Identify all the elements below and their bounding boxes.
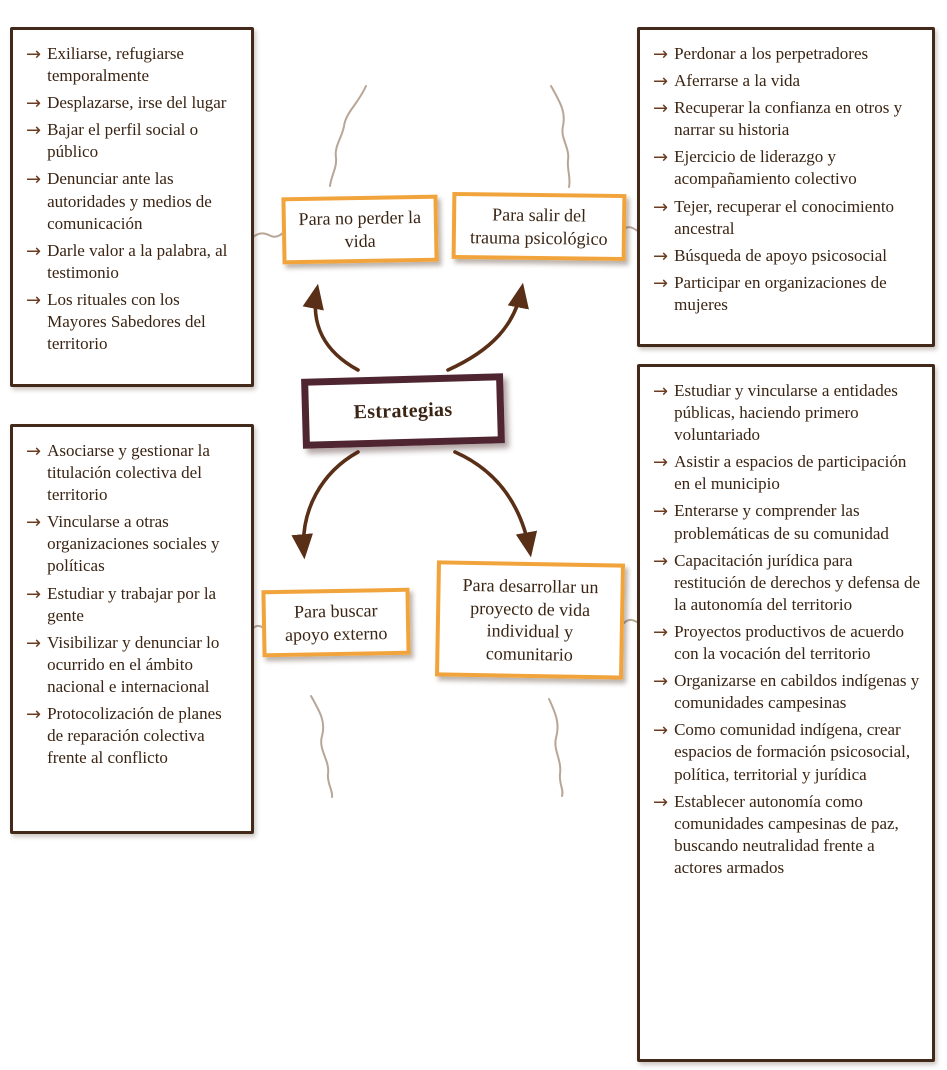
right-arrow-icon: →	[653, 272, 669, 294]
list-item	[26, 440, 241, 506]
branch-label-para-buscar-apoyo-externo	[261, 588, 410, 658]
list-item	[653, 451, 922, 495]
list-item-text: Ejercicio de liderazgo y acompañamiento colectivo	[674, 147, 857, 189]
list-item	[653, 146, 922, 190]
list-item	[653, 500, 922, 544]
list-item	[653, 670, 922, 714]
list-box-para-no-perder-la-vida	[10, 27, 254, 387]
list-box-para-buscar-apoyo-externo	[10, 424, 254, 834]
arrow-center-to-bottom-left	[304, 452, 358, 554]
right-arrow-icon: →	[26, 441, 42, 462]
list-item	[26, 43, 241, 87]
arrow-center-to-top-left	[315, 289, 358, 370]
list-item-text: Vincularse a otras organizaciones sociales y políticas	[47, 512, 220, 576]
list-box-para-desarrollar-proyecto	[637, 364, 935, 1062]
list-item	[26, 703, 241, 769]
right-arrow-icon: →	[653, 245, 669, 267]
list-item-text: Proyectos productivos de acuerdo con la vocación del territorio	[674, 621, 905, 664]
squiggle-bottom-right-vertical	[549, 699, 562, 796]
list-item-text: Desplazarse, irse del lugar	[47, 93, 227, 113]
list-item-text: Recuperar la confianza en otros y narrar su historia	[674, 98, 903, 140]
list-item	[653, 196, 922, 240]
list-item	[653, 380, 922, 446]
right-arrow-icon: →	[26, 512, 42, 534]
right-arrow-icon: →	[653, 452, 669, 474]
list-item-text: Denunciar ante las autoridades y medios de comunicación	[47, 169, 212, 233]
right-arrow-icon: →	[26, 632, 42, 654]
list-item	[653, 272, 922, 316]
list-item-text: Los rituales con los Mayores Sabedores del territorio	[47, 289, 206, 354]
list-box-para-salir-del-trauma	[637, 27, 935, 347]
list-item-text: Estudiar y vincularse a entidades públicas, haciendo primero voluntariado	[674, 381, 898, 445]
list-item-text: Protocolización de planes de reparación colectiva frente al conflicto	[47, 704, 222, 768]
branch-label-text: Para no perder la vida	[298, 206, 422, 251]
list-item	[26, 632, 241, 698]
right-arrow-icon: →	[653, 381, 669, 402]
list-item	[653, 43, 922, 65]
squiggle-bottom-left-vertical	[311, 696, 332, 797]
right-arrow-icon: →	[653, 720, 669, 742]
list-item-text: Aferrarse a la vida	[674, 71, 801, 91]
list-item-text: Organizarse en cabildos indígenas y comunidades campesinas	[674, 671, 920, 713]
list-item-text: Enterarse y comprender las problemáticas de su comunidad	[674, 501, 889, 543]
branch-label-para-desarrollar-proyecto	[435, 560, 625, 679]
list-item	[653, 719, 922, 785]
list-item	[653, 70, 922, 92]
right-arrow-icon: →	[653, 44, 669, 65]
list-item	[653, 245, 922, 267]
list-item	[653, 97, 922, 141]
right-arrow-icon: →	[26, 240, 42, 262]
arrow-center-to-bottom-right	[455, 452, 530, 552]
list-item	[653, 550, 922, 616]
list-item	[26, 119, 241, 163]
squiggle-top-right-vertical	[551, 86, 570, 187]
branch-label-text: Para desarrollar un proyecto de vida individual y comunitario	[462, 574, 599, 665]
list-item	[26, 289, 241, 355]
right-arrow-icon: →	[653, 147, 669, 169]
list-item-text: Exiliarse, refugiarse temporalmente	[47, 44, 184, 86]
list-item	[26, 168, 241, 234]
list-item-text: Visibilizar y denunciar lo ocurrido en el ámbito nacional e internacional	[47, 632, 220, 696]
branch-label-para-no-perder-la-vida	[281, 195, 438, 265]
list-item-text: Tejer, recuperar el conocimiento ancestral	[674, 196, 895, 238]
list-item-text: Establecer autonomía como comunidades campesinas de paz, buscando neutralidad frente a actores armados	[674, 791, 899, 877]
list-item-text: Darle valor a la palabra, al testimonio	[47, 240, 228, 282]
list-item-text: Capacitación jurídica para restitución de derechos y defensa de la autonomía del territorio	[674, 550, 921, 614]
list-item	[653, 791, 922, 879]
right-arrow-icon: →	[26, 93, 42, 115]
list-item-text: Participar en organizaciones de mujeres	[674, 272, 887, 314]
list-item-text: Búsqueda de apoyo psicosocial	[674, 245, 888, 265]
branch-label-text: Para buscar apoyo externo	[284, 600, 388, 645]
right-arrow-icon: →	[653, 501, 669, 523]
right-arrow-icon: →	[26, 44, 42, 65]
right-arrow-icon: →	[653, 71, 669, 93]
branch-label-para-salir-del-trauma	[452, 192, 627, 261]
right-arrow-icon: →	[26, 169, 42, 191]
list-item	[26, 583, 241, 627]
branch-label-text: Para salir del trauma psicológico	[470, 204, 608, 249]
right-arrow-icon: →	[653, 196, 669, 218]
list-item	[653, 621, 922, 665]
right-arrow-icon: →	[26, 583, 42, 605]
list-item-text: Perdonar a los perpetradores	[674, 44, 869, 63]
center-node-estrategias	[301, 373, 505, 449]
list-item-text: Asistir a espacios de participación en el municipio	[674, 452, 907, 494]
list-item	[26, 240, 241, 284]
list-item-text: Estudiar y trabajar por la gente	[47, 583, 217, 625]
right-arrow-icon: →	[26, 704, 42, 726]
arrow-center-to-top-right	[448, 288, 522, 370]
list-item-text: Asociarse y gestionar la titulación colectiva del territorio	[47, 441, 210, 505]
list-item-text: Como comunidad indígena, crear espacios de formación psicosocial, política, territorial y jurídica	[674, 720, 911, 784]
right-arrow-icon: →	[653, 671, 669, 693]
list-item-text: Bajar el perfil social o público	[47, 120, 199, 162]
squiggle-top-left-vertical	[330, 86, 366, 186]
center-node-label: Estrategias	[353, 398, 453, 423]
list-item	[26, 511, 241, 577]
list-item	[26, 92, 241, 114]
right-arrow-icon: →	[653, 98, 669, 120]
right-arrow-icon: →	[653, 791, 669, 813]
right-arrow-icon: →	[26, 120, 42, 142]
right-arrow-icon: →	[653, 621, 669, 643]
right-arrow-icon: →	[653, 550, 669, 572]
right-arrow-icon: →	[26, 289, 42, 311]
